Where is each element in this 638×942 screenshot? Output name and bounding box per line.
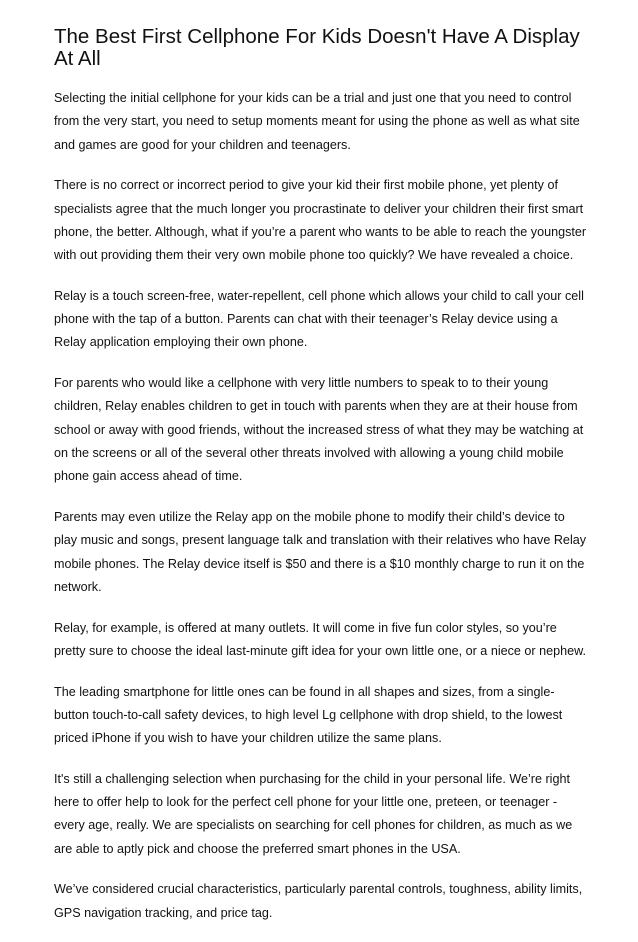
- paragraph-8: It's still a challenging selection when purchasing for the child in your personal life. We’re right here to offer help to look for the perfect cell phone for your little one, preteen, or teenager - every age, really. We are specialists on searching for cell phones for children, as much as we are able to aptly pick and choose the preferred smart phones in the USA.: [54, 771, 573, 856]
- paragraph-1: Selecting the initial cellphone for your kids can be a trial and just one that you need to control from the very start, you need to setup moments meant for using the phone as well as what site and games are good for your children and teenagers.: [54, 91, 580, 152]
- paragraph-4: For parents who would like a cellphone with very little numbers to speak to to their young children, Relay enables children to get in touch with parents when they are at their house from school or away with good friends, without the increased stress of what they may be watching at on the screens or all of the several other threats involved with allowing a young child mobile phone gain access ahead of time.: [54, 376, 584, 484]
- paragraph-6: Relay, for example, is offered at many outlets. It will come in five fun color styles, so you’re pretty sure to choose the ideal last-minute gift idea for your own little one, or a niece or nephew.: [54, 620, 587, 658]
- document-page: [54, 26, 588, 942]
- page-title: The Best First Cellphone For Kids Doesn't Have A Display At All: [54, 25, 580, 70]
- paragraph-9: We’ve considered crucial characteristics, particularly parental controls, toughness, ability limits, GPS navigation tracking, and price tag.: [54, 882, 583, 920]
- paragraph-3: Relay is a touch screen-free, water-repellent, cell phone which allows your child to call your cell phone with the tap of a button. Parents can chat with their teenager’s Relay device using a Relay application employing their own phone.: [54, 288, 584, 350]
- paragraph-2: There is no correct or incorrect period to give your kid their first mobile phone, yet plenty of specialists agree that the much longer you procrastinate to deliver your children their first smart phone, the better. Although, what if you’re a parent who wants to be able to reach the youngster with out providing them their very own mobile phone too quickly? We have revealed a choice.: [54, 178, 587, 263]
- paragraph-5: Parents may even utilize the Relay app on the mobile phone to modify their child’s device to play music and songs, present language talk and translation with their relatives who have Relay mobile phones. The Relay device itself is $50 and there is a $10 monthly charge to run it on the network.: [54, 510, 587, 594]
- paragraph-7: The leading smartphone for little ones can be found in all shapes and sizes, from a single-button touch-to-call safety devices, to high level Lg cellphone with drop shield, to the lowest priced iPhone if you wish to have your children utilize the same plans.: [54, 684, 563, 746]
